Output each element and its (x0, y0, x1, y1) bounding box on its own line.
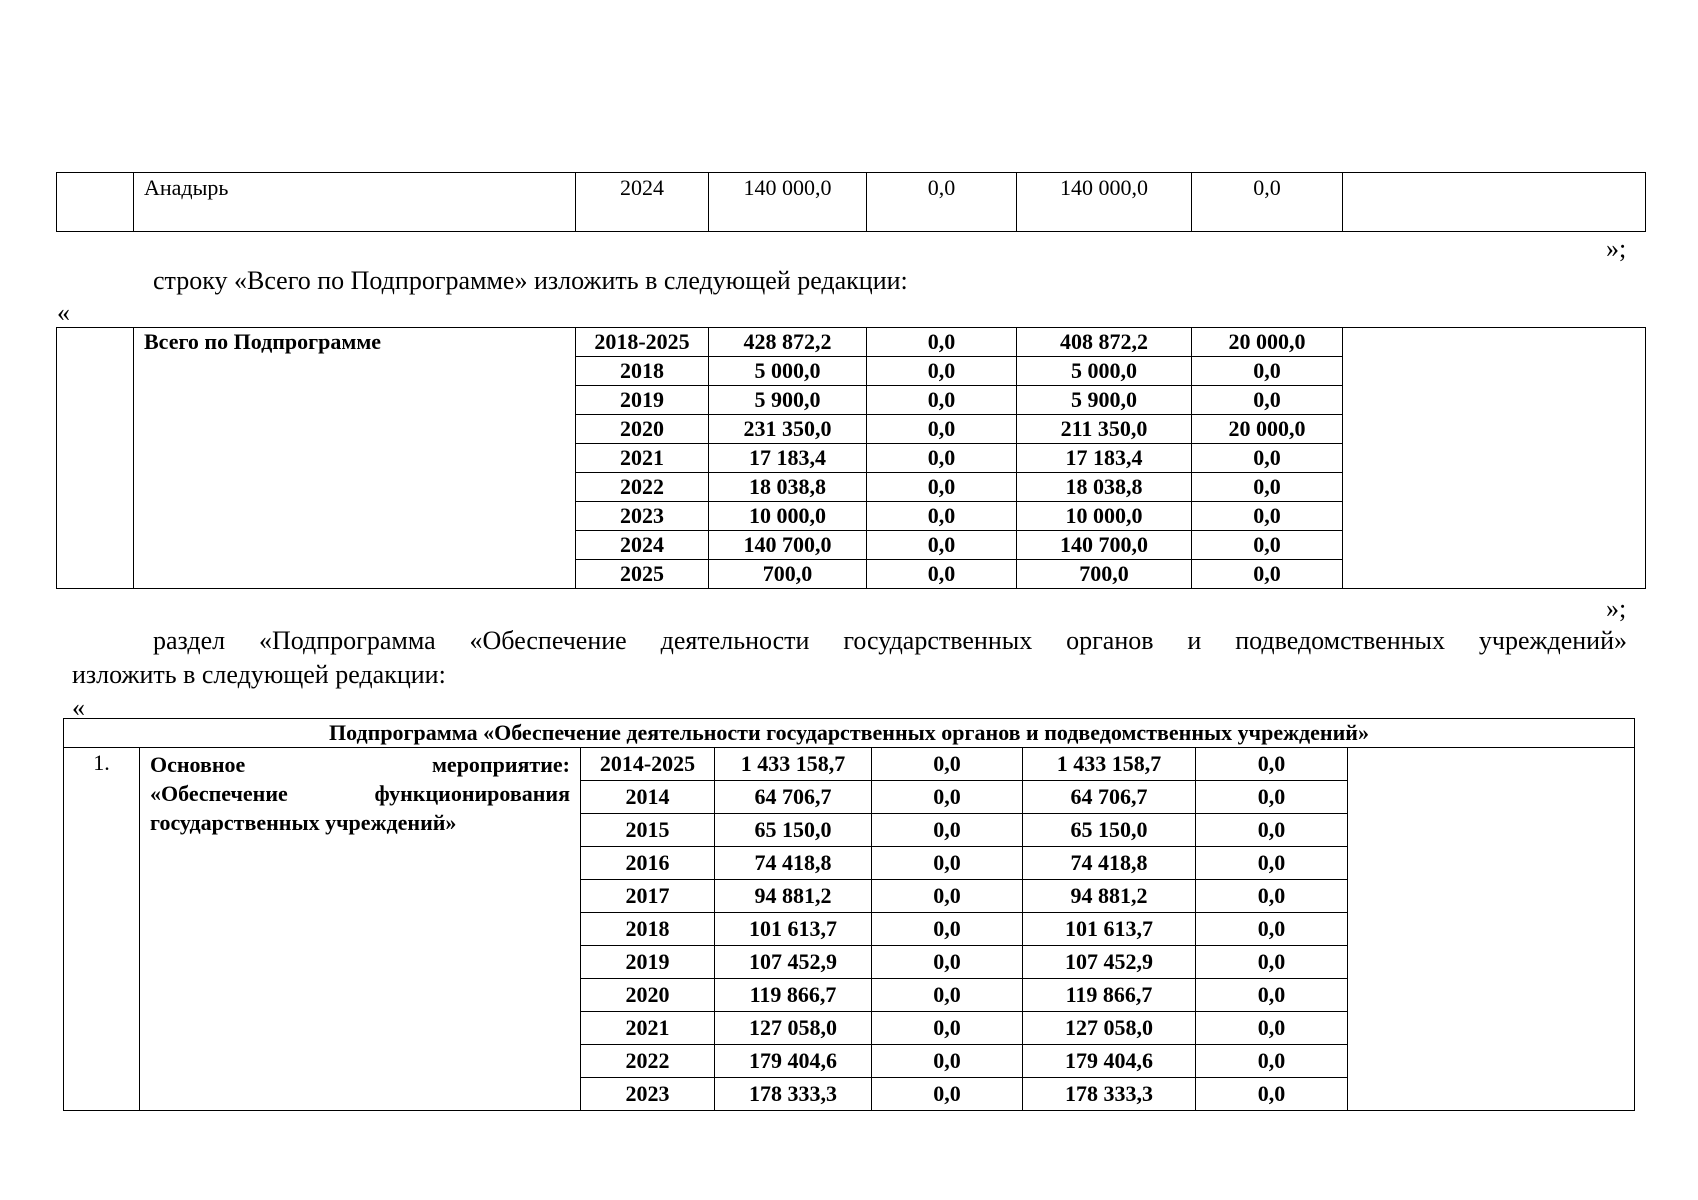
year-cell: 2018-2025 (576, 328, 709, 357)
regional-cell: 74 418,8 (1023, 847, 1196, 880)
regional-cell: 101 613,7 (1023, 913, 1196, 946)
total-cell: 74 418,8 (715, 847, 872, 880)
federal-cell: 0,0 (872, 1012, 1023, 1045)
federal-cell: 0,0 (867, 444, 1017, 473)
other-cell: 0,0 (1196, 1078, 1348, 1111)
other-cell: 0,0 (1192, 502, 1343, 531)
year-cell: 2015 (581, 814, 715, 847)
table-subprogram-activity (63, 718, 1635, 1111)
total-cell: 94 881,2 (715, 880, 872, 913)
year-cell: 2023 (576, 502, 709, 531)
year-cell: 2022 (576, 473, 709, 502)
total-cell: 178 333,3 (715, 1078, 872, 1111)
executor-cell (1343, 173, 1646, 232)
total-cell: 700,0 (709, 560, 867, 589)
federal-cell: 0,0 (867, 328, 1017, 357)
year-cell: 2019 (576, 386, 709, 415)
regional-cell: 5 900,0 (1017, 386, 1192, 415)
year-cell: 2025 (576, 560, 709, 589)
name-line: государственных учреждений» (150, 810, 457, 835)
regional-cell: 65 150,0 (1023, 814, 1196, 847)
name-line: Основное мероприятие: (150, 752, 570, 777)
year-cell: 2014 (581, 781, 715, 814)
federal-cell: 0,0 (867, 415, 1017, 444)
table-row (64, 748, 1635, 781)
total-cell: 5 000,0 (709, 357, 867, 386)
name-cell (140, 748, 581, 1111)
executor-cell (1348, 748, 1635, 1111)
total-cell: 107 452,9 (715, 946, 872, 979)
executor-cell (1343, 328, 1646, 589)
regional-cell: 211 350,0 (1017, 415, 1192, 444)
other-cell: 0,0 (1196, 847, 1348, 880)
regional-cell: 10 000,0 (1017, 502, 1192, 531)
federal-cell: 0,0 (872, 913, 1023, 946)
table-row (57, 328, 1646, 357)
year-cell: 2017 (581, 880, 715, 913)
total-cell: 10 000,0 (709, 502, 867, 531)
other-cell: 0,0 (1192, 531, 1343, 560)
total-cell: 5 900,0 (709, 386, 867, 415)
year-cell: 2022 (581, 1045, 715, 1078)
total-cell: 1 433 158,7 (715, 748, 872, 781)
instruction-paragraph (153, 624, 1627, 658)
total-cell: 428 872,2 (709, 328, 867, 357)
year-cell: 2020 (581, 979, 715, 1012)
year-cell: 2021 (581, 1012, 715, 1045)
other-cell: 0,0 (1196, 1045, 1348, 1078)
year-cell: 2016 (581, 847, 715, 880)
instruction-paragraph: строку «Всего по Подпрограмме» изложить в следующей редакции: (153, 266, 908, 295)
table-row (57, 173, 1646, 232)
paragraph-line: изложить в следующей редакции: (72, 660, 446, 689)
year-cell: 2014-2025 (581, 748, 715, 781)
opening-quote: « (57, 298, 70, 327)
regional-cell: 127 058,0 (1023, 1012, 1196, 1045)
other-cell: 0,0 (1196, 880, 1348, 913)
year-cell: 2023 (581, 1078, 715, 1111)
paragraph-line: раздел «Подпрограмма «Обеспечение деятельности государственных органов и подведомственных учреждений» (153, 626, 1627, 655)
other-cell: 0,0 (1196, 979, 1348, 1012)
other-cell: 20 000,0 (1192, 328, 1343, 357)
regional-cell: 140 000,0 (1017, 173, 1192, 232)
number-cell: 1. (64, 748, 140, 1111)
other-cell: 0,0 (1192, 357, 1343, 386)
table-anadyr-row (56, 172, 1646, 232)
number-cell (57, 328, 134, 589)
other-cell: 0,0 (1196, 946, 1348, 979)
regional-cell: 179 404,6 (1023, 1045, 1196, 1078)
regional-cell: 94 881,2 (1023, 880, 1196, 913)
regional-cell: 107 452,9 (1023, 946, 1196, 979)
other-cell: 0,0 (1196, 748, 1348, 781)
year-cell: 2021 (576, 444, 709, 473)
name-line: «Обеспечение функционирования (150, 781, 570, 806)
closing-quote: »; (1606, 594, 1627, 623)
other-cell: 0,0 (1196, 781, 1348, 814)
regional-cell: 5 000,0 (1017, 357, 1192, 386)
total-cell: 140 000,0 (709, 173, 867, 232)
regional-cell: 119 866,7 (1023, 979, 1196, 1012)
year-cell: 2024 (576, 173, 709, 232)
federal-cell: 0,0 (867, 502, 1017, 531)
other-cell: 0,0 (1192, 173, 1343, 232)
name-cell: Анадырь (134, 173, 576, 232)
closing-quote: »; (1606, 234, 1627, 263)
year-cell: 2018 (576, 357, 709, 386)
regional-cell: 140 700,0 (1017, 531, 1192, 560)
regional-cell: 1 433 158,7 (1023, 748, 1196, 781)
year-cell: 2019 (581, 946, 715, 979)
total-cell: 231 350,0 (709, 415, 867, 444)
regional-cell: 178 333,3 (1023, 1078, 1196, 1111)
federal-cell: 0,0 (872, 781, 1023, 814)
other-cell: 0,0 (1196, 814, 1348, 847)
other-cell: 20 000,0 (1192, 415, 1343, 444)
opening-quote: « (72, 693, 85, 722)
federal-cell: 0,0 (867, 560, 1017, 589)
year-cell: 2024 (576, 531, 709, 560)
total-cell: 127 058,0 (715, 1012, 872, 1045)
regional-cell: 17 183,4 (1017, 444, 1192, 473)
total-cell: 65 150,0 (715, 814, 872, 847)
regional-cell: 18 038,8 (1017, 473, 1192, 502)
federal-cell: 0,0 (872, 847, 1023, 880)
federal-cell: 0,0 (872, 880, 1023, 913)
federal-cell: 0,0 (872, 946, 1023, 979)
federal-cell: 0,0 (867, 531, 1017, 560)
federal-cell: 0,0 (872, 814, 1023, 847)
table-header-row (64, 719, 1635, 748)
federal-cell: 0,0 (867, 357, 1017, 386)
federal-cell: 0,0 (867, 386, 1017, 415)
federal-cell: 0,0 (867, 473, 1017, 502)
number-cell (57, 173, 134, 232)
federal-cell: 0,0 (872, 979, 1023, 1012)
federal-cell: 0,0 (867, 173, 1017, 232)
year-cell: 2018 (581, 913, 715, 946)
total-cell: 101 613,7 (715, 913, 872, 946)
year-cell: 2020 (576, 415, 709, 444)
federal-cell: 0,0 (872, 748, 1023, 781)
name-cell: Всего по Подпрограмме (134, 328, 576, 589)
total-cell: 64 706,7 (715, 781, 872, 814)
total-cell: 18 038,8 (709, 473, 867, 502)
total-cell: 119 866,7 (715, 979, 872, 1012)
subprogram-title: Подпрограмма «Обеспечение деятельности государственных органов и подведомственных учреждений» (64, 719, 1635, 748)
other-cell: 0,0 (1192, 560, 1343, 589)
table-subprogram-total (56, 327, 1646, 589)
total-cell: 179 404,6 (715, 1045, 872, 1078)
regional-cell: 64 706,7 (1023, 781, 1196, 814)
other-cell: 0,0 (1192, 444, 1343, 473)
other-cell: 0,0 (1192, 386, 1343, 415)
other-cell: 0,0 (1196, 913, 1348, 946)
federal-cell: 0,0 (872, 1078, 1023, 1111)
other-cell: 0,0 (1196, 1012, 1348, 1045)
regional-cell: 408 872,2 (1017, 328, 1192, 357)
other-cell: 0,0 (1192, 473, 1343, 502)
federal-cell: 0,0 (872, 1045, 1023, 1078)
regional-cell: 700,0 (1017, 560, 1192, 589)
total-cell: 140 700,0 (709, 531, 867, 560)
total-cell: 17 183,4 (709, 444, 867, 473)
